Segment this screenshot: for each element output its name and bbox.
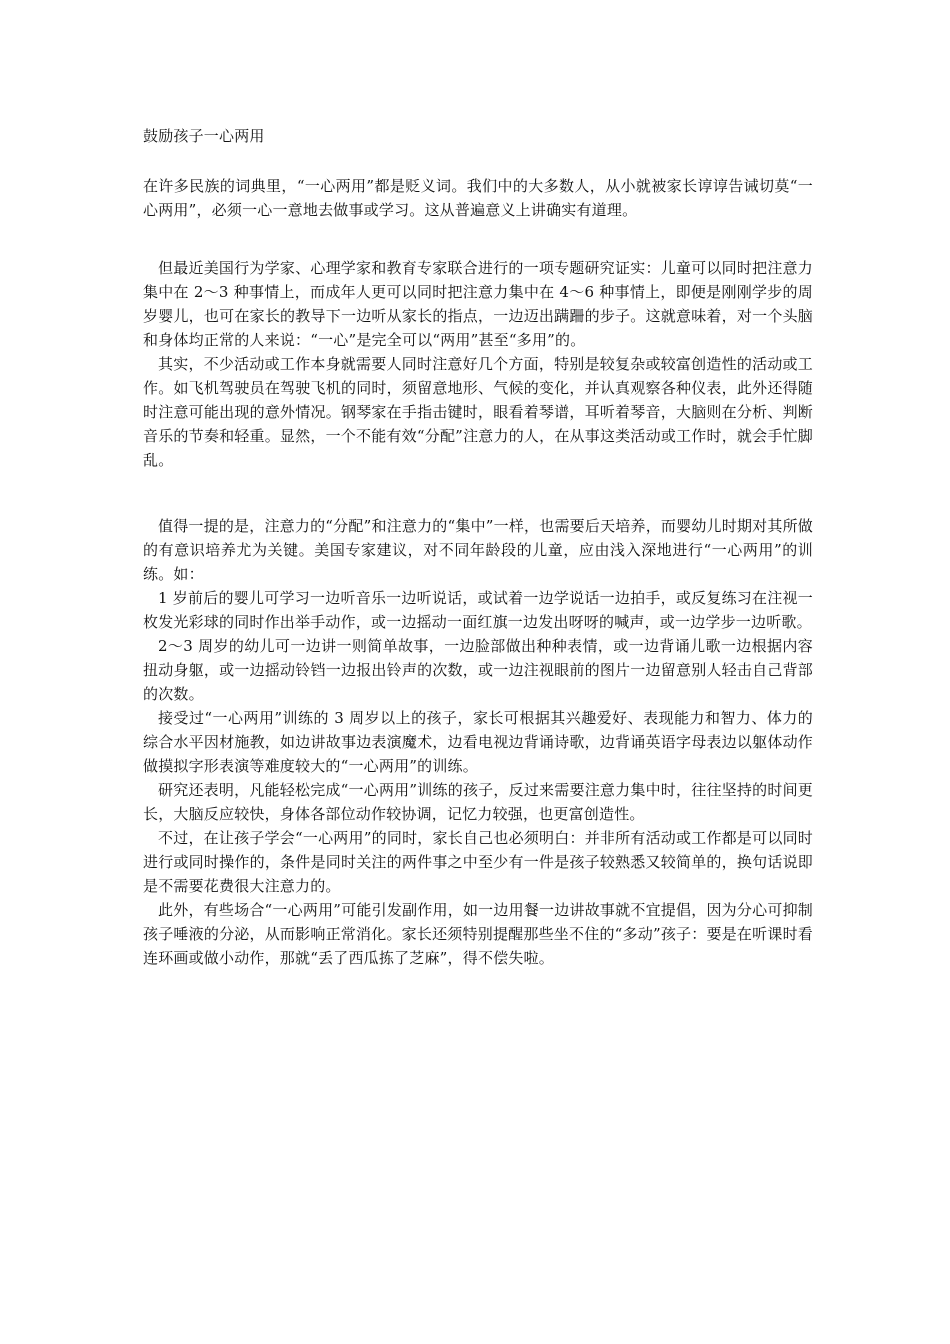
paragraph-side-effects: 此外，有些场合“一心两用”可能引发副作用，如一边用餐一边讲故事就不宜提倡，因为分心可抑制孩子唾液的分泌，从而影响正常消化。家长还须特别提醒那些坐不住的“多动”孩子：要是在听课时看连环画或做小动作，那就“丢了西瓜拣了芝麻”，得不偿失啦。 — [143, 901, 813, 967]
document-title: 鼓励孩子一心两用 — [143, 127, 265, 145]
paragraph-age-1: 1 岁前后的婴儿可学习一边听音乐一边听说话，或试着一边学说话一边拍手，或反复练习在注视一枚发光彩球的同时作出举手动作，或一边摇动一面红旗一边发出呀呀的喊声，或一边学步一边听歌。 — [143, 589, 813, 631]
paragraph-training: 值得一提的是，注意力的“分配”和注意力的“集中”一样，也需要后天培养，而婴幼儿时期对其所做的有意识培养尤为关键。美国专家建议，对不同年龄段的儿童，应由浅入深地进行“一心两用”的训练。如： — [143, 517, 813, 583]
paragraph-age-3-plus: 接受过“一心两用”训练的 3 周岁以上的孩子，家长可根据其兴趣爱好、表现能力和智力、体力的综合水平因材施教，如边讲故事边表演魔术，边看电视边背诵诗歌，边背诵英语字母表边以躯体动作做摸拟字形表演等难度较大的“一心两用”的训练。 — [143, 709, 813, 775]
paragraph-gap — [143, 472, 813, 514]
paragraph-age-2-3: 2～3 周岁的幼儿可一边讲一则简单故事，一边脸部做出种种表情，或一边背诵儿歌一边根据内容扭动身躯，或一边摇动铃铛一边报出铃声的次数，或一边注视眼前的图片一边留意别人轻击自己背部的次数。 — [143, 637, 813, 703]
paragraph-activities: 其实，不少活动或工作本身就需要人同时注意好几个方面，特别是较复杂或较富创造性的活动或工作。如飞机驾驶员在驾驶飞机的同时，须留意地形、气候的变化，并认真观察各种仪表，此外还得随时注意可能出现的意外情况。钢琴家在手指击键时，眼看着琴谱，耳听着琴音，大脑则在分析、判断音乐的节奏和轻重。显然，一个不能有效“分配”注意力的人，在从事这类活动或工作时，就会手忙脚乱。 — [143, 355, 813, 469]
paragraph-gap — [143, 222, 813, 256]
paragraph-caution: 不过，在让孩子学会“一心两用”的同时，家长自己也必须明白：并非所有活动或工作都是可以同时进行或同时操作的，条件是同时关注的两件事之中至少有一件是孩子较熟悉又较简单的，换句话说即是不需要花费很大注意力的。 — [143, 829, 813, 895]
paragraph-intro: 在许多民族的词典里，“一心两用”都是贬义词。我们中的大多数人，从小就被家长谆谆告诫切莫“一心两用”，必须一心一意地去做事或学习。这从普遍意义上讲确实有道理。 — [143, 177, 813, 219]
paragraph-research-results: 研究还表明，凡能轻松完成“一心两用”训练的孩子，反过来需要注意力集中时，往往坚持的时间更长，大脑反应较快，身体各部位动作较协调，记忆力较强，也更富创造性。 — [143, 781, 813, 823]
document-body — [143, 124, 813, 970]
paragraph-research: 但最近美国行为学家、心理学家和教育专家联合进行的一项专题研究证实：儿童可以同时把注意力集中在 2～3 种事情上，而成年人更可以同时把注意力集中在 4～6 种事情上，即便是刚刚学步的周岁婴儿，也可在家长的教导下一边听从家长的指点，一边迈出蹒跚的步子。这就意味着，对一个头脑和身体均正常的人来说：“一心”是完全可以“两用”甚至“多用”的。 — [143, 259, 813, 349]
